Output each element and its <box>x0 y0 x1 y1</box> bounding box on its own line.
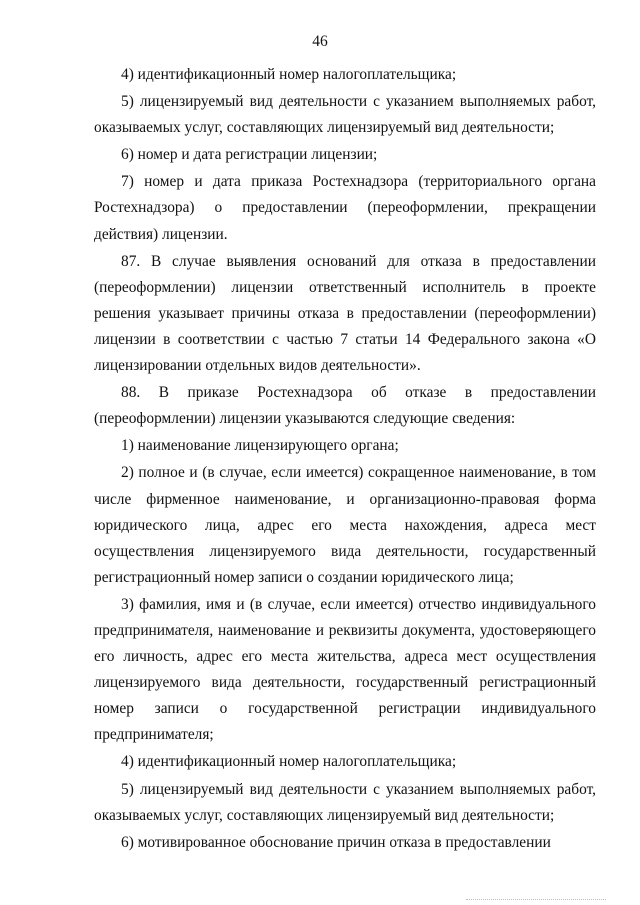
scan-artifact <box>466 899 606 901</box>
paragraph-clause-87: 87. В случае выявления оснований для отказа в предоставлении (переоформлении) лицензии ответственный исполнитель в проекте решения указывает причины отказа в предоставлении (переоформлении) лицензии в соответствии с частью 7 статьи 14 Федерального закона «О лицензировании отдельных видов деятельности». <box>94 252 596 375</box>
paragraph-item-1-licensing-authority: 1) наименование лицензирующего органа; <box>121 437 399 455</box>
document-body <box>94 62 596 856</box>
paragraph-item-4-taxpayer-id-repeat: 4) идентификационный номер налогоплательщика; <box>121 753 457 771</box>
paragraph-item-5-licensed-activity-repeat: 5) лицензируемый вид деятельности с указанием выполняемых работ, оказываемых услуг, составляющих лицензируемый вид деятельности; <box>94 780 596 824</box>
paragraph-item-3-individual-entrepreneur: 3) фамилия, имя и (в случае, если имеется) отчество индивидуального предпринимателя, наименование и реквизиты документа, удостоверяющего его личность, адрес его места жительства, адреса мест осуществления лицензируемого вида деятельности, государственный регистрационный номер записи о государственной регистрации индивидуального предпринимателя; <box>94 595 596 744</box>
page-number: 46 <box>312 33 328 50</box>
paragraph-item-4-taxpayer-id: 4) идентификационный номер налогоплательщика; <box>121 66 457 83</box>
paragraph-item-6-license-registration: 6) номер и дата регистрации лицензии; <box>121 146 378 164</box>
paragraph-clause-88: 88. В приказе Ростехнадзора об отказе в предоставлении (переоформлении) лицензии указываются следующие сведения: <box>94 384 596 428</box>
paragraph-item-5-licensed-activity: 5) лицензируемый вид деятельности с указанием выполняемых работ, оказываемых услуг, составляющих лицензируемый вид деятельности; <box>94 93 596 137</box>
paragraph-item-6-refusal-grounds: 6) мотивированное обоснование причин отказа в предоставлении <box>121 833 551 851</box>
paragraph-item-2-legal-entity: 2) полное и (в случае, если имеется) сокращенное наименование, в том числе фирменное наименование, и организационно-правовая форма юридического лица, адрес его места нахождения, адреса мест осуществления лицензируемого вида деятельности, государственный регистрационный номер записи о создании юридического лица; <box>94 464 596 586</box>
paragraph-item-7-order-number-date: 7) номер и дата приказа Ростехнадзора (территориального органа Ростехнадзора) о предоставлении (переоформлении, прекращении действия) лицензии. <box>94 173 596 243</box>
